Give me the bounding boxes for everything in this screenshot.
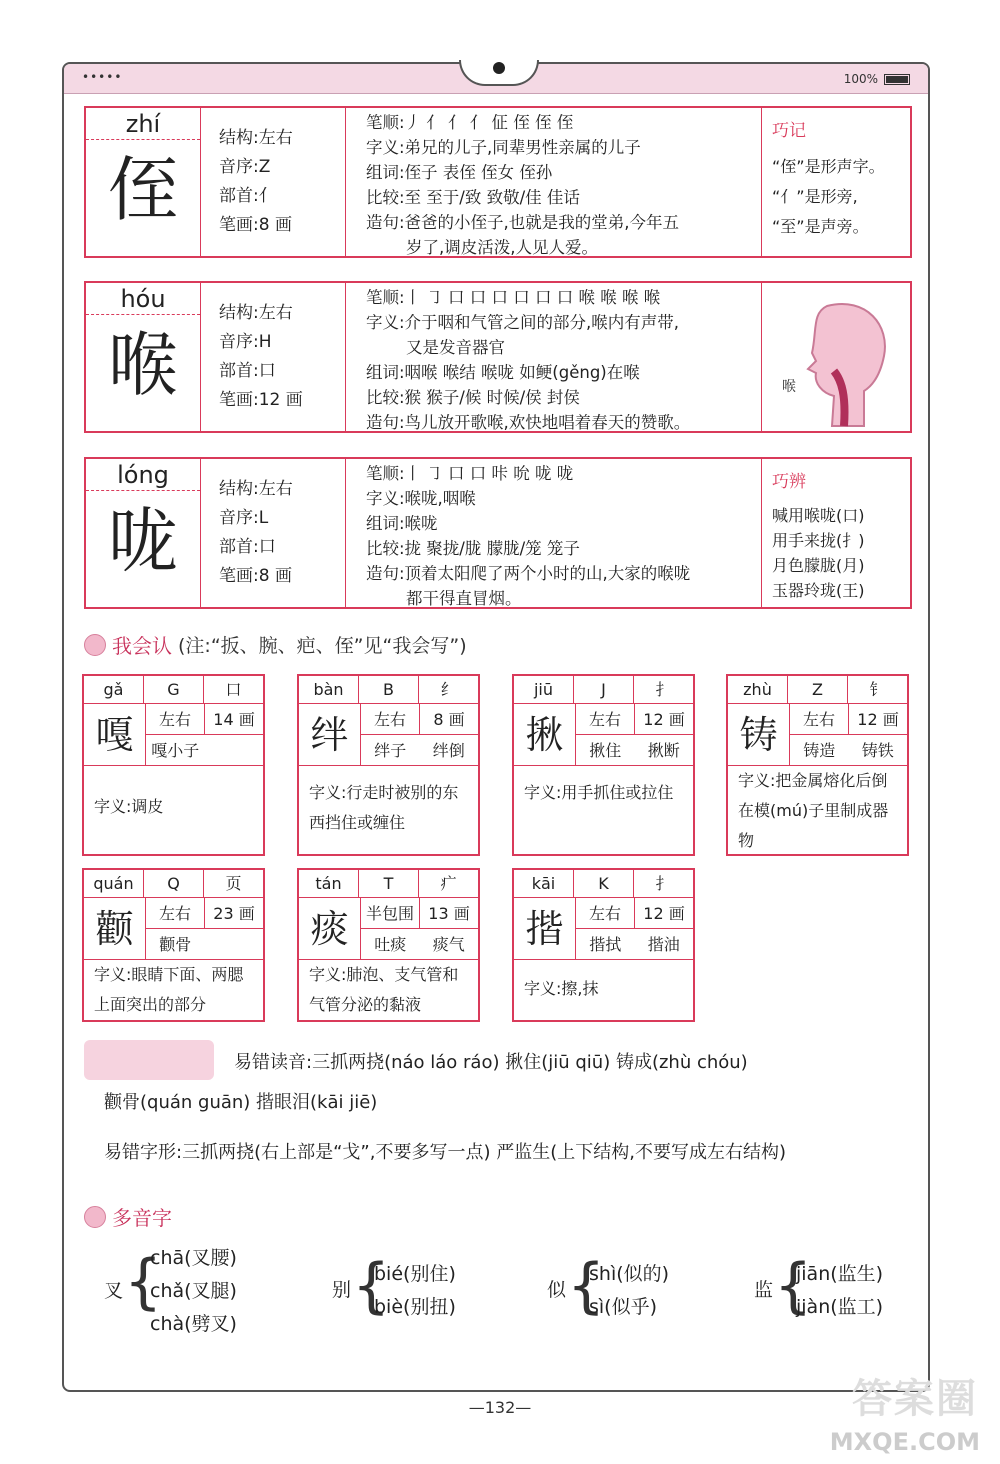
mini-meaning: 字义:行走时被别的东西挡住或缠住 [309, 783, 459, 832]
mini-word: 绊子 [374, 741, 407, 760]
mini-info [790, 704, 907, 765]
radical: 部首:口 [219, 361, 276, 381]
mini-structure: 左右 [361, 704, 420, 734]
mini-radical: 钅 [869, 680, 886, 699]
mini-meaning: 字义:把金属熔化后倒在模(mú)子里制成器物 [738, 771, 889, 850]
mini-pinyin: jiū [514, 676, 574, 703]
mini-letter: B [359, 676, 419, 703]
page-number: —132— [468, 1398, 532, 1417]
radical: 部首:口 [219, 537, 276, 557]
compare: 比较:至 至于/致 致敬/佳 佳话 [366, 188, 580, 207]
tip-title: 巧记 [772, 121, 806, 141]
stroke-order: 笔顺:丨 ㇆ 口 口 咔 吮 咙 咙 [366, 464, 574, 483]
tip-line: 玉器玲珑(王) [772, 581, 865, 600]
mini-card-kai [512, 868, 695, 1022]
camera-notch [459, 60, 539, 86]
char-glyph: 喉 [108, 324, 178, 406]
section-polyphone [84, 1202, 172, 1231]
mini-struct-row [576, 704, 693, 735]
char-box [86, 283, 201, 431]
mini-info [576, 704, 693, 765]
char-box [86, 108, 201, 256]
mini-structure: 半包围 [361, 898, 420, 928]
mini-structure: 左右 [576, 704, 635, 734]
sentence-cont: 岁了,调皮活泼,人见人爱。 [406, 238, 598, 257]
mini-strokes: 12 画 [643, 710, 685, 729]
polyphone-cha [104, 1242, 284, 1352]
poly-item: biè(别扭) [374, 1296, 456, 1318]
section-recognize [84, 630, 467, 659]
mini-header [299, 870, 478, 898]
mini-char: 嘎 [84, 704, 146, 765]
mini-struct-row [361, 704, 478, 735]
char-details [346, 283, 762, 431]
radical: 部首:亻 [219, 186, 276, 206]
mini-info [361, 898, 478, 959]
sentence: 造句:爸爸的小侄子,也就是我的堂弟,今年五 [366, 213, 680, 232]
flower-icon [84, 1206, 106, 1228]
words: 组词:喉咙 [366, 514, 438, 533]
mini-header [84, 870, 263, 898]
poly-head: 叉 [104, 1280, 124, 1302]
char-glyph: 侄 [108, 149, 178, 231]
poly-items [589, 1258, 669, 1324]
mini-pinyin: zhù [728, 676, 788, 703]
poly-items [796, 1258, 883, 1324]
poly-head: 似 [547, 1279, 567, 1301]
tip-line: “亻”是形旁, [772, 187, 858, 206]
structure: 结构:左右 [219, 479, 293, 499]
mini-info [146, 898, 263, 959]
poly-item: jiàn(监工) [796, 1296, 884, 1318]
char-details [346, 459, 762, 607]
battery-icon [884, 74, 910, 85]
poly-item: sì(似乎) [589, 1296, 658, 1318]
tip-line: 用手来拢(扌) [772, 531, 865, 550]
mini-structure: 左右 [146, 898, 205, 928]
mini-structure: 左右 [146, 704, 205, 734]
mini-card-ban [297, 674, 480, 856]
tip-line: “至”是声旁。 [772, 217, 869, 236]
meaning: 字义:弟兄的儿子,同辈男性亲属的儿子 [366, 138, 641, 157]
mini-letter: G [144, 676, 204, 703]
error-pronunciation-cont: 颧骨(quán guān) 揩眼泪(kāi jiē) [104, 1092, 378, 1113]
char-pinyin: lóng [86, 459, 200, 491]
mini-word [205, 929, 264, 960]
throat-label: 喉 [782, 379, 796, 395]
mini-words-row [361, 929, 478, 960]
mini-pinyin: gǎ [84, 676, 144, 703]
poly-head: 监 [754, 1279, 774, 1301]
mini-char: 铸 [728, 704, 790, 765]
mini-letter: J [574, 676, 634, 703]
mini-meaning: 字义:眼睛下面、两腮上面突出的部分 [94, 965, 244, 1014]
char-card-long [84, 457, 912, 609]
mini-body [84, 704, 263, 766]
polyphone-bie [332, 1251, 512, 1338]
brace-icon: { [567, 1251, 606, 1321]
mini-char: 揪 [514, 704, 576, 765]
poly-items [374, 1258, 456, 1324]
mini-word: 揩拭 [589, 935, 622, 954]
char-info [201, 283, 346, 431]
watermark-logo: 答案圈 [852, 1376, 978, 1422]
mini-letter: T [359, 870, 419, 897]
mini-radical: 扌 [655, 680, 672, 699]
mini-body [514, 704, 693, 766]
mini-words-row [146, 929, 263, 960]
brace-icon: { [774, 1251, 813, 1321]
flower-icon [84, 634, 106, 656]
throat-illustration [762, 283, 910, 431]
error-glyph: 易错字形:三抓两挠(右上部是“戈”,不要多写一点) 严监生(上下结构,不要写成左右结构) [104, 1142, 786, 1163]
error-section [84, 1040, 912, 1190]
poly-item: jiān(监生) [796, 1263, 884, 1285]
char-card-zhi [84, 106, 912, 258]
mini-header [728, 676, 907, 704]
poly-items [150, 1242, 237, 1341]
mini-info [146, 704, 263, 765]
mini-word: 痰气 [432, 935, 465, 954]
mini-radical: 扌 [655, 874, 672, 893]
mini-word [205, 735, 264, 766]
mini-word: 揪住 [589, 741, 622, 760]
mini-structure: 左右 [790, 704, 849, 734]
section-note: (注:“扳、腕、疤、侄”见“我会写”) [178, 635, 467, 657]
brace-icon: { [124, 1247, 163, 1317]
mini-meaning: 字义:调皮 [94, 797, 164, 816]
char-info [201, 459, 346, 607]
battery-status [844, 72, 910, 86]
tip-line: “侄”是形声字。 [772, 157, 885, 176]
char-pinyin: hóu [86, 283, 200, 315]
char-box [86, 459, 201, 607]
meaning-cont: 又是发音器官 [406, 338, 505, 357]
phonetic-order: 音序:Z [219, 157, 271, 177]
meaning: 字义:喉咙,咽喉 [366, 489, 476, 508]
mini-strokes: 12 画 [857, 710, 899, 729]
mini-card-tan [297, 868, 480, 1022]
mini-strokes: 12 画 [643, 904, 685, 923]
char-card-hou [84, 281, 912, 433]
mini-word: 铸铁 [861, 741, 894, 760]
mini-char: 绊 [299, 704, 361, 765]
mini-letter: Q [144, 870, 204, 897]
mini-card-jiu [512, 674, 695, 856]
words: 组词:侄子 表侄 侄女 侄孙 [366, 163, 553, 182]
mini-pinyin: bàn [299, 676, 359, 703]
mini-struct-row [361, 898, 478, 929]
mini-radical: 纟 [440, 680, 457, 699]
mini-structure: 左右 [576, 898, 635, 928]
mini-pinyin: kāi [514, 870, 574, 897]
poly-head: 别 [332, 1279, 352, 1301]
mini-body [728, 704, 907, 766]
mini-meaning: 字义:肺泡、支气管和气管分泌的黏液 [309, 965, 459, 1014]
char-info [201, 108, 346, 256]
mini-word: 揩油 [647, 935, 680, 954]
mini-char: 揩 [514, 898, 576, 959]
mini-body [299, 898, 478, 960]
mini-word: 颧骨 [159, 935, 192, 954]
stroke-count: 笔画:8 画 [219, 215, 292, 235]
compare: 比较:拢 聚拢/胧 朦胧/笼 笼子 [366, 539, 580, 558]
meaning: 字义:介于咽和气管之间的部分,喉内有声带, [366, 313, 680, 332]
compare: 比较:猴 猴子/候 时候/侯 封侯 [366, 388, 580, 407]
stroke-count: 笔画:8 画 [219, 566, 292, 586]
mini-pinyin: tán [299, 870, 359, 897]
sentence: 造句:鸟儿放开歌喉,欢快地唱着春天的赞歌。 [366, 413, 691, 432]
sentence-cont: 都干得直冒烟。 [406, 589, 522, 608]
stroke-order: 笔顺:丨 ㇆ 口 口 口 口 口 口 喉 喉 喉 喉 [366, 288, 661, 307]
mini-words-row [576, 735, 693, 766]
mini-struct-row [790, 704, 907, 735]
poly-item: shì(似的) [589, 1263, 670, 1285]
mini-body [299, 704, 478, 766]
mini-word: 吐痰 [374, 935, 407, 954]
error-badge-icon [84, 1040, 214, 1080]
char-pinyin: zhí [86, 108, 200, 140]
throat-diagram-icon [772, 291, 902, 431]
section-title: 多音字 [112, 1206, 172, 1230]
mini-struct-row [146, 898, 263, 929]
mini-card-ga [82, 674, 265, 856]
mini-strokes: 13 画 [428, 904, 470, 923]
poly-item: chǎ(叉腿) [150, 1280, 237, 1302]
mini-words-row [146, 735, 263, 766]
battery-text: 100% [843, 72, 878, 86]
tip-box [762, 108, 910, 256]
stroke-order: 笔顺:丿 亻 亻 亻 佂 侄 侄 侄 [366, 113, 574, 132]
brace-icon: { [352, 1251, 391, 1321]
error-pronunciation: 易错读音:三抓两挠(náo láo ráo) 揪住(jiū qiū) 铸成(zhù chóu) [234, 1052, 748, 1073]
tablet-frame [62, 62, 930, 1392]
section-title: 我会认 [112, 634, 172, 658]
mini-header [514, 870, 693, 898]
mini-char: 痰 [299, 898, 361, 959]
mini-word: 嘎小子 [151, 741, 200, 760]
watermark-url: MXQE.COM [829, 1428, 980, 1456]
mini-info [576, 898, 693, 959]
mini-meaning: 字义:用手抓住或拉住 [524, 783, 674, 802]
mini-word: 绊倒 [432, 741, 465, 760]
mini-pinyin: quán [84, 870, 144, 897]
phonetic-order: 音序:L [219, 508, 269, 528]
polyphone-si [547, 1251, 727, 1338]
mini-meaning: 字义:擦,抹 [524, 979, 599, 998]
mini-card-zhu [726, 674, 909, 856]
mini-struct-row [576, 898, 693, 929]
char-glyph: 咙 [108, 500, 178, 582]
tip-title: 巧辨 [772, 472, 806, 492]
mini-char: 颧 [84, 898, 146, 959]
signal-icon: ••••• [82, 70, 123, 84]
mini-header [84, 676, 263, 704]
mini-strokes: 14 画 [213, 710, 255, 729]
mini-card-quan [82, 868, 265, 1022]
mini-words-row [361, 735, 478, 766]
tip-box [762, 459, 910, 607]
status-bar [64, 64, 928, 94]
mini-radical: 口 [225, 680, 242, 699]
mini-strokes: 23 画 [213, 904, 255, 923]
poly-item: chā(叉腰) [150, 1247, 237, 1269]
mini-radical: 页 [225, 874, 242, 893]
mini-words-row [576, 929, 693, 960]
mini-letter: Z [788, 676, 848, 703]
poly-item: chà(劈叉) [150, 1313, 237, 1335]
mini-header [299, 676, 478, 704]
mini-strokes: 8 画 [433, 710, 465, 729]
structure: 结构:左右 [219, 128, 293, 148]
mini-words-row [790, 735, 907, 766]
tip-line: 月色朦胧(月) [772, 556, 865, 575]
polyphone-jian [754, 1251, 924, 1338]
mini-struct-row [146, 704, 263, 735]
tip-line: 喊用喉咙(口) [772, 506, 865, 525]
poly-item: bié(别住) [374, 1263, 456, 1285]
mini-word: 揪断 [647, 741, 680, 760]
mini-body [514, 898, 693, 960]
mini-radical: 疒 [440, 874, 457, 893]
sentence: 造句:顶着太阳爬了两个小时的山,大家的喉咙 [366, 564, 691, 583]
mini-info [361, 704, 478, 765]
camera-icon [493, 62, 505, 74]
mini-letter: K [574, 870, 634, 897]
words: 组词:咽喉 喉结 喉咙 如鲠(gěng)在喉 [366, 363, 640, 382]
stroke-count: 笔画:12 画 [219, 390, 303, 410]
mini-header [514, 676, 693, 704]
mini-word: 铸造 [803, 741, 836, 760]
char-details [346, 108, 762, 256]
structure: 结构:左右 [219, 303, 293, 323]
phonetic-order: 音序:H [219, 332, 272, 352]
mini-body [84, 898, 263, 960]
